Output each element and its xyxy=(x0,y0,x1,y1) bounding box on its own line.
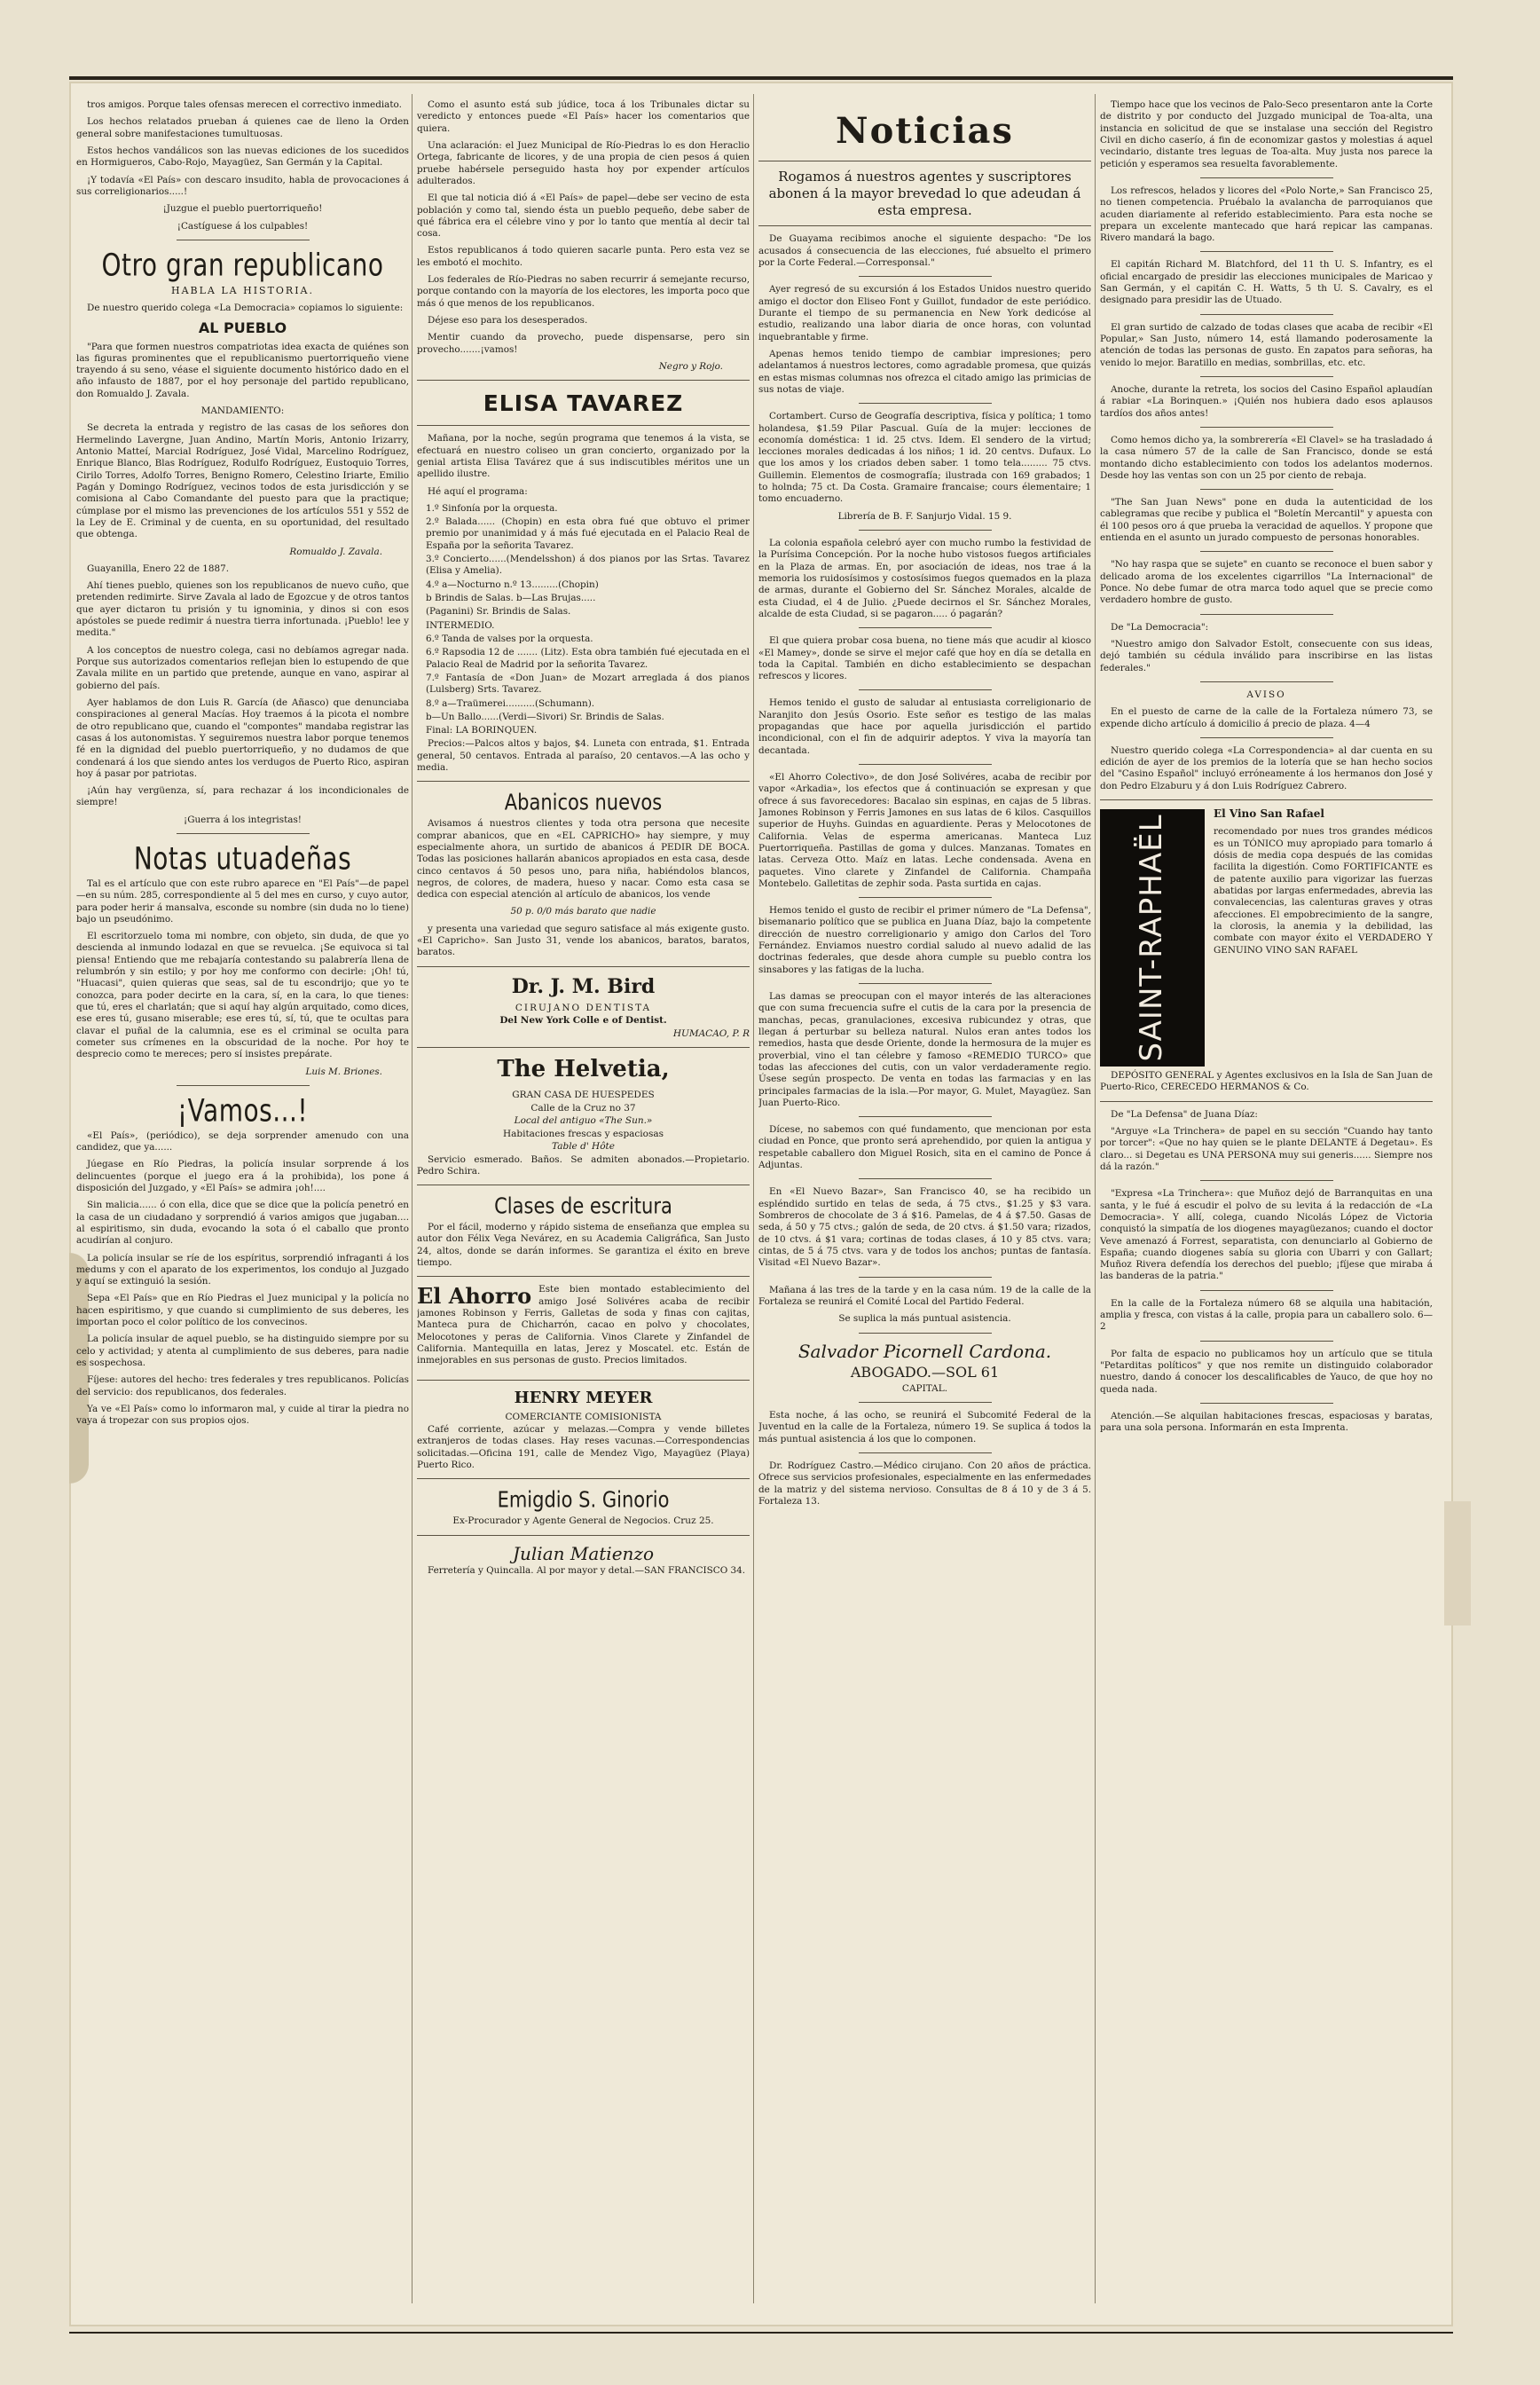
section-title-noticias: Noticias xyxy=(836,110,1014,152)
news-item: Tiempo hace que los vecinos de Palo-Seco presentaron ante la Corte de distrito y por conducto del Juzgado municipal de Toa-alta, una instancia en solicitud de que se instalase una sección del Registro Civil en dicho caserío, á fin de economizar gastos y molestias á aquel vecindario, distante tres leguas de Toa-alta. Muy justa nos parece la petición y esperamos sea resuelta favorablemente. xyxy=(1100,99,1433,169)
divider xyxy=(859,983,992,984)
divider xyxy=(1200,737,1333,738)
article-paragraph: Los federales de Río-Piedras no saben recurrir á semejante recurso, porque contando con la mayoría de los electores, les importa poco que más ó que menos de los republicanos. xyxy=(417,274,750,309)
news-item: Librería de B. F. Sanjurjo Vidal. 15 9. xyxy=(837,510,1012,522)
divider xyxy=(1100,799,1433,800)
article-paragraph: Déjese eso para los desesperados. xyxy=(428,315,588,326)
article-paragraph: Por el fácil, moderno y rápido sistema de enseñanza que emplea su autor don Félix Vega Nevárez, en su Academia Caligráfica, San Justo 24, altos, donde se darán informes. Se garantiza el éxito en breve tiempo. xyxy=(417,1222,750,1269)
saint-raphael-label: SAINT-RAPHAËL xyxy=(1134,814,1170,1062)
divider xyxy=(417,1276,750,1277)
column-divider xyxy=(1095,94,1096,2303)
ad-line: Ex-Procurador y Agente General de Negocios. Cruz 25. xyxy=(452,1515,714,1527)
program-item: b—Un Ballo......(Verdi—Sivori) Sr. Brindis de Salas. xyxy=(426,711,664,722)
ad-line: ABOGADO.—SOL 61 xyxy=(850,1364,1000,1381)
news-item: Dícese, no sabemos con qué fundamento, que mencionan por esta ciudad en Ponce, que pronto será aprehendido, por quien la antigua y respetable caballero don Miguel Rosich, sita en el camino de Ponce á Adjuntas. xyxy=(758,1124,1091,1171)
article-paragraph: ¡Aún hay vergüenza, sí, para rechazar á los incondicionales de siempre! xyxy=(76,785,409,808)
article-paragraph: «El País», (periódico), se deja sorprender amenudo con una candidez, que ya...... xyxy=(76,1130,409,1153)
divider xyxy=(859,1452,992,1453)
news-item: En el puesto de carne de la calle de la Fortaleza número 73, se expende dicho artículo á domicilio á precio de plaza. 4—4 xyxy=(1100,706,1433,729)
column-divider xyxy=(753,94,754,2303)
news-item: De Guayama recibimos anoche el siguiente despacho: "De los acusados á consecuencia de las elecciones, fué absuelto el primero por la Corte Federal.—Corresponsal." xyxy=(758,233,1091,269)
divider xyxy=(417,1380,750,1381)
program-item: 3.º Concierto......(Mendelsshon) á dos pianos por las Srtas. Tavarez (Elisa y Amelia). xyxy=(426,554,750,577)
divider xyxy=(859,1277,992,1278)
ad-text: Este bien montado establecimiento del amigo José Solivéres acaba de recibir jamones Robinson y Ferris, Galletas de soda y finas con cajitas, Manteca pura de Chicharrón, cacao en polvo y chocolates, Melocotones y peras de California. Vinos Clarete y Zinfandel de California. Mantequilla en latas, Jerez y Moscatel. etc. Están de inmejorables en sus personas de gusto. Precios limitados. xyxy=(417,1284,750,1366)
news-item: "Expresa «La Trinchera»: que Muñoz dejó de Barranquitas en una santa, y le fué á escudir el polvo de su levita á la redacción de «La Democracia». Y allí, colega, cuando Nicolás López de Victoria conquistó la simpatía de los diogenes mayagüezanos; cuando el doctor Veve amenazó á Forrest, separatista, con denunciarlo al Gobierno de España; cuando diogenes sabía su gloria con Ubarri y con Gallart; Muñoz Rivera defendía los derechos del pueblo; ¡fíjese que miraba á las banderas de la patria." xyxy=(1100,1188,1433,1282)
article-paragraph: Ferretería y Quincalla. Al por mayor y detal.—SAN FRANCISCO 34. xyxy=(428,1565,746,1577)
article-paragraph: Ya ve «El País» como lo informaron mal, y cuide al tirar la piedra no vaya á tropezar con sus propios ojos. xyxy=(76,1403,409,1427)
article-paragraph: Los hechos relatados prueban á quienes cae de lleno la Orden general sobre manifestaciones tumultuosas. xyxy=(76,116,409,139)
program-item: Final: LA BORINQUEN. xyxy=(426,725,538,736)
news-item: «El Ahorro Colectivo», de don José Solivéres, acaba de recibir por vapor «Arkadia», los efectos que á continuación se expresan y que ofrece á sus favorecedores: Bacalao sin espinas, en cajas de 5 libras. Jamones Robinson y Ferris Jamones en sus latas de 6 kilos. Casquillos superior de Huyhs. Guindas en aguardiente. Peras y Melocotones de California. Velas de esperma americanas. Manteca Luz Puertorriqueña. Pastillas de goma y dulces. Manzanas. Tomates en latas. Cerveza Otto. Maíz en latas. Leche condensada. Avena en paquetes. Vino clarete y Zinfandel de California. Champaña Montebelo. Galletitas de zephir soda. Pasta surtida en cajas. xyxy=(758,772,1091,889)
article-paragraph: Una aclaración: el Juez Municipal de Río-Piedras lo es don Heraclio Ortega, fabricante de licores, y de una propia de cien pesos á quien pruebe habérsele perseguido hasta hoy por expender artículos adulterados. xyxy=(417,139,750,186)
news-item: Mañana á las tres de la tarde y en la casa núm. 19 de la calle de la Fortaleza se reunirá el Comité Local del Partido Federal. xyxy=(758,1284,1091,1307)
headline-otro-gran-republicano: Otro gran republicano xyxy=(101,246,384,283)
lead-notice: Rogamos á nuestros agentes y suscriptores abonen á la mayor brevedad lo que adeudan á esta empresa. xyxy=(768,169,1081,218)
headline-clases-de-escritura: Clases de escritura xyxy=(494,1192,672,1219)
article-paragraph: Sin malicia...... ó con ella, dice que se dice que la policía penetró en la casa de un ciudadano y sorprendió á varios amigos que jugaban.... al espiritismo, sin duda, evocando la sota ó el caballo que pronto acudirían al conjuro. xyxy=(76,1200,409,1247)
headline-abanicos-nuevos: Abanicos nuevos xyxy=(504,789,663,815)
divider xyxy=(177,833,310,834)
column-3 xyxy=(758,99,1091,2300)
paper-stain xyxy=(1444,1501,1471,1625)
article-paragraph: La policía insular de aquel pueblo, se ha distinguido siempre por su celo y actividad; y atenta al cumplimiento de sus deberes, para nadie es sospechosa. xyxy=(76,1334,409,1369)
divider xyxy=(1200,251,1333,252)
news-item: "Arguye «La Trinchera» de papel en su sección "Cuando hay tanto por torcer": «Que no hay quien se le plante DELANTE á Degetau». Es claro... si Degetau es UNA PERSONA muy sui generis...... Siempre nos dá la razón." xyxy=(1100,1126,1433,1172)
divider xyxy=(1100,1101,1433,1102)
article-paragraph: Mañana, por la noche, según programa que tenemos á la vista, se efectuará en nuestro coliseo un gran concierto, organizado por la genial artista Elisa Tavárez que á sus indiscutibles méritos une un apellido ilustre. xyxy=(417,433,750,480)
news-item: El capitán Richard M. Blatchford, del 11 th U. S. Infantry, es el oficial encargado de presidir las elecciones municipales de Maricao y San Germán, y el capitán C. H. Watts, 5 th U. S. Cavalry, es el designado para presidir las de Utuado. xyxy=(1100,259,1433,306)
ad-henry-meyer-name: HENRY MEYER xyxy=(514,1388,653,1407)
section-label: MANDAMIENTO: xyxy=(200,405,285,417)
divider xyxy=(1200,1290,1333,1291)
article-paragraph: A los conceptos de nuestro colega, casi no debíamos agregar nada. Porque sus autorizados comentarios reflejan bien lo estupendo de que Zavala milite en un partido que pretende, aunque en vano, aspirar al gobierno del país. xyxy=(76,644,409,691)
divider xyxy=(417,1478,750,1479)
ad-vino-san-rafael-title: El Vino San Rafael xyxy=(1214,807,1324,821)
news-item: Como hemos dicho ya, la sombrerería «El Clavel» se ha trasladado á la casa número 57 de la calle de San Francisco, donde se está montando dicho establecimiento con todos los adelantos modernos. Desde hoy las ventas son con un 25 por ciento de rebaja. xyxy=(1100,434,1433,481)
program-item: (Paganini) Sr. Brindis de Salas. xyxy=(426,606,571,618)
article-paragraph: "Para que formen nuestros compatriotas idea exacta de quiénes son las figuras prominentes que el republicanismo puertorriqueño viene trayendo á su seno, véase el siguiente documento histórico dado en el año infausto de 1887, por el hoy personaje del partido republicano, don Romualdo J. Zavala. xyxy=(76,341,409,399)
divider xyxy=(1200,314,1333,315)
headline-vamos: ¡Vamos...! xyxy=(177,1091,309,1129)
divider xyxy=(859,530,992,531)
article-paragraph: ¡Y todavía «El País» con descaro insudito, habla de provocaciones á sus correligionarios.....! xyxy=(76,174,409,197)
article-paragraph: 50 p. 0/0 más barato que nadie xyxy=(510,906,656,917)
ad-line: Del New York Colle e of Dentist. xyxy=(499,1015,667,1027)
program-item: 7.º Fantasía de «Don Juan» de Mozart arreglada á dos pianos (Lulsberg) Srts. Tavarez. xyxy=(426,672,750,696)
ad-dr-bird-name: Dr. J. M. Bird xyxy=(511,974,656,998)
program-item: INTERMEDIO. xyxy=(426,619,495,631)
program-item: 8.º a—Traümerei..........(Schumann). xyxy=(426,697,595,709)
divider xyxy=(1200,614,1333,615)
ad-line: HUMACAO, P. R xyxy=(672,1027,750,1039)
article-paragraph: ¡Juzgue el pueblo puertorriqueño! xyxy=(162,203,323,215)
article-paragraph: Servicio esmerado. Baños. Se admiten abonados.—Propietario. Pedro Schira. xyxy=(417,1153,750,1177)
divider xyxy=(859,1178,992,1179)
article-paragraph: Estos hechos vandálicos son las nuevas ediciones de los sucedidos en Hormigueros, Cabo-Rojo, Mayagüez, San Germán y la Capital. xyxy=(76,145,409,169)
top-rule xyxy=(69,76,1453,80)
news-item: El gran surtido de calzado de todas clases que acaba de recibir «El Popular,» San Justo, número 14, está llamando poderosamente la atención de todas las personas de gusto. En zapatos para señoras, ha venido lo mejor. Baratillo en medias, sombrillas, etc. etc. xyxy=(1100,321,1433,368)
column-2 xyxy=(417,99,750,2300)
article-paragraph: Como el asunto está sub júdice, toca á los Tribunales dictar su veredicto y entonces puede «El País» hacer los comentarios que quiera. xyxy=(417,99,750,134)
divider xyxy=(417,966,750,967)
news-item: El que quiera probar cosa buena, no tiene más que acudir al kiosco «El Mamey», donde se sirve el mejor café que hoy en día se detalla en toda la Capital. También en dicho establecimiento se despachan refrescos y licores. xyxy=(758,635,1091,682)
news-item: "Nuestro amigo don Salvador Estolt, consecuente con sus ideas, dejó también su cédula inválido para inscribirse en las listas federales." xyxy=(1100,638,1433,673)
divider xyxy=(417,781,750,782)
article-paragraph: Fíjese: autores del hecho: tres federales y tres republicanos. Policías del servicio: dos republicanos, dos federales. xyxy=(76,1374,409,1397)
divider xyxy=(859,1333,992,1334)
divider xyxy=(859,627,992,628)
divider xyxy=(859,403,992,404)
news-item: Esta noche, á las ocho, se reunirá el Subcomité Federal de la Juventud en la calle de la Fortaleza, número 19. Se suplica á todos la más puntual asistencia á los que lo componen. xyxy=(758,1410,1091,1444)
article-paragraph: Avisamos á nuestros clientes y toda otra persona que necesite comprar abanicos, que en «EL CAPRICHO» hay siempre, y muy especialmente ahora, un surtido de abanicos á PEDIR DE BOCA. Todas las posiciones hallarán abanicos apropiados en esta casa, desde cinco centavos á 50 pesos uno, para niña, habiéndolos blancos, negros, de colores, de madera, hueso y nacar. Como esta casa se dedica con especial atención al artículo de abanicos, los vende xyxy=(417,818,750,901)
ad-line: GRAN CASA DE HUESPEDES xyxy=(512,1090,655,1101)
signature: Negro y Rojo. xyxy=(658,360,723,372)
ad-line: Table d' Hôte xyxy=(552,1141,615,1153)
news-item: Los refrescos, helados y licores del «Polo Norte,» San Francisco 25, no tienen competencia. Pruébalo la avalancha de parroquianos que acuden diariamente al referido establecimiento. Para esta noche se prepara un excelente mantecado que hará repicar las campanas. Rivero mandará la bago. xyxy=(1100,185,1433,244)
news-item: Apenas hemos tenido tiempo de cambiar impresiones; pero adelantamos á nuestros lectores, como agradable promesa, que quizás en estas mismas columnas nos ofrezca el citado amigo las primicias de sus notas de viaje. xyxy=(758,348,1091,395)
subheadline: HABLA LA HISTORIA. xyxy=(170,284,314,296)
divider xyxy=(859,897,992,898)
article-paragraph: De nuestro querido colega «La Democracia» copiamos lo siguiente: xyxy=(87,302,404,313)
newspaper-page xyxy=(69,82,1453,2326)
article-paragraph: Tal es el artículo que con este rubro aparece en "El País"—de papel—en su núm. 285, correspondiente al 5 del mes en curso, y cuyo autor, para poder herir á mansalva, esconde su nombre (sin duda no lo tiene) bajo un pseudónimo. xyxy=(76,878,409,925)
divider xyxy=(1200,681,1333,682)
ad-picornell-name: Salvador Picornell Cardona. xyxy=(798,1340,1052,1362)
ad-line: Local del antiguo «The Sun.» xyxy=(514,1115,653,1127)
program-item: 4.º a—Nocturno n.º 13.........(Chopin) xyxy=(426,579,599,590)
divider xyxy=(1200,489,1333,490)
program-item: 6.º Rapsodia 12 de ....... (Litz). Esta obra también fué ejecutada en el Palacio Real de Madrid por la señorita Tavarez. xyxy=(426,647,750,670)
column-1 xyxy=(76,99,409,2300)
divider xyxy=(859,276,992,277)
article-paragraph: Café corriente, azúcar y melazas.—Compra y vende billetes extranjeros de todas clases. Hay reses vacunas.—Correspondencias solicitadas.—Oficina 191, calle de Mendez Vigo, Mayagüez (Playa) Puerto Rico. xyxy=(417,1424,750,1470)
news-item: Nuestro querido colega «La Correspondencia» al dar cuenta en su edición de ayer de los premios de la lotería que se han hecho socios del "Casino Español" incluyó erróneamente á los hermanos don José y don Pedro Elzaburu y á don Luis Rodríguez Cabrero. xyxy=(1100,744,1433,791)
news-item: Ayer regresó de su excursión á los Estados Unidos nuestro querido amigo el doctor don Eliseo Font y Guillot, fundador de este periódico. Durante el tiempo de su permanencia en New York dedicóse al estudio, realizando una labor diaria de once horas, con voluntad inquebrantable y firme. xyxy=(758,284,1091,342)
divider xyxy=(1200,1341,1333,1342)
news-item: La colonia española celebró ayer con mucho rumbo la festividad de la Purísima Concepción. Por la noche hubo vistosos fuegos artificiales en la Plaza de armas. En, por asociación de ideas, nos trae á la memoria los ruidosísimos y costosísimos fuegos quemados en la plaza de armas, durante el Gobierno del Sr. Sánchez Morales, alcalde de esta Ciudad, el 4 de Julio. ¿Puede decirnos el Sr. Sánchez Morales, alcalde de esta Ciudad, si se pagaron..... ó pagarán? xyxy=(758,538,1091,619)
headline-elisa-tavarez: ELISA TAVAREZ xyxy=(483,390,684,417)
article-paragraph: ¡Guerra á los integristas! xyxy=(184,814,302,825)
divider xyxy=(1200,376,1333,377)
divider xyxy=(1200,427,1333,428)
divider xyxy=(417,1047,750,1048)
ad-ginorio-name: Emigdio S. Ginorio xyxy=(497,1486,670,1513)
news-item: Cortambert. Curso de Geografía descriptiva, física y política; 1 tomo holandesa, $1.59 Pilar Pascual. Guía de la mujer: lecciones de economía doméstica: 1 id. 25 ctvs. Idem. El sendero de la virtud; lecciones morales dedicadas á los niños; 1 id. 20 centvs. Dufaux. Lo que los amos y los criados deben saber. 1 tomo tela......... 75 ctvs. Guillemin. Elementos de cosmografía; ilustrada con 169 grabados; 1 to holnda; 75 ct. Da Costa. Gramaire francaise; cours élementaire; 1 tomo encuaderno. xyxy=(758,411,1091,505)
divider xyxy=(1200,551,1333,552)
ad-line: CIRUJANO DENTISTA xyxy=(515,1002,652,1013)
news-item: Las damas se preocupan con el mayor interés de las alteraciones que con suma frecuencia sufre el cutis de la cara por la presencia de manchas, pecas, granulaciones, excesiva rubicundez y otras, que llegan á perturbar su belleza natural. Nulos eran antes todos los remedios, hasta que desde Oriente, donde la hermosura de la mujer es proverbial, vino el tan célebre y famoso «REMEDIO TURCO» que todas las afecciones del cutis, con un valor verdaderamente regio. Úsese según prospecto. De venta en todas las farmacias y en las principales farmacias de la isla.—Por mayor, G. Mulet, Mayagüez. San Juan Puerto-Rico. xyxy=(758,991,1091,1108)
news-item: En la calle de la Fortaleza número 68 se alquila una habitación, amplia y fresca, con vistas á la calle, propia para un caballero solo. 6—2 xyxy=(1100,1297,1433,1333)
divider xyxy=(1200,177,1333,178)
divider xyxy=(177,1085,310,1086)
news-item: Hemos tenido el gusto de recibir el primer número de "La Defensa", bisemanario político que se publica en Juana Díaz, bajo la competente dirección de nuestro correligionario y amigo don Carlos del Toro Fernández. Enviamos nuestro cordial saludo al nuevo adalid de las doctrinas federales, que desde ahora cumple su pueblo contra los sinsabores y las fatigas de la lucha. xyxy=(758,905,1091,975)
article-paragraph: Ahí tienes pueblo, quienes son los republicanos de nuevo cuño, que pretenden redimirte. Sirve Zavala al lado de Egozcue y de otros tantos que ayer dictaron tu prisión y tu ignominia, y dinos si con esos apóstoles se puede redimir á nuestra tierra infortunada. ¡Pueblo! lee y medita." xyxy=(76,580,409,639)
divider xyxy=(417,1535,750,1536)
divider xyxy=(417,425,750,426)
article-paragraph: Sepa «El País» que en Río Piedras el Juez municipal y la policía no hacen espiritismo, y que cuando si cumplimiento de sus deberes, les importan poco el color político de los convecinos. xyxy=(76,1293,409,1328)
ad-line: COMERCIANTE COMISIONISTA xyxy=(505,1411,662,1422)
divider xyxy=(859,1116,992,1117)
divider xyxy=(859,764,992,765)
headline-notas-utuadenas: Notas utuadeñas xyxy=(133,839,352,878)
article-paragraph: Precios:—Palcos altos y bajos, $4. Luneta con entrada, $1. Entrada general, 50 centavos. Entrada al paraíso, 20 centavos.—A las ocho y media. xyxy=(417,738,750,774)
news-item: Dr. Rodríguez Castro.—Médico cirujano. Con 20 años de práctica. Ofrece sus servicios profesionales, especialmente en las enfermedades de la matriz y del sistema nervioso. Consultas de 8 á 10 y de 3 á 5. Fortaleza 13. xyxy=(758,1460,1091,1507)
article-paragraph: Mentir cuando da provecho, puede dispensarse, pero sin provecho.......¡vamos! xyxy=(417,332,750,355)
ad-text: DEPÓSITO GENERAL y Agentes exclusivos en la Isla de San Juan de Puerto-Rico, CERECEDO HERMANOS & Co. xyxy=(1100,1070,1433,1093)
article-paragraph: ¡Castíguese á los culpables! xyxy=(177,220,309,232)
news-item: Atención.—Se alquilan habitaciones frescas, espaciosas y baratas, para una sola persona. Informarán en esta Imprenta. xyxy=(1100,1410,1433,1434)
dateline: Guayanilla, Enero 22 de 1887. xyxy=(87,563,230,574)
ad-line: Habitaciones frescas y espaciosas xyxy=(502,1128,664,1139)
article-paragraph: Se decreta la entrada y registro de las casas de los señores don Hermelindo Lavergne, Juan Andino, Martín Moris, Antonio Irizarry, Antonio Matteí, Marcial Rodríguez, José Vidal, Marcelino Rodríguez, Enrique Blanco, Blas Rodríguez, Rodulfo Rodríguez, Eustoquio Torres, Cirilo Torres, Adolfo Torres, Benigno Romero, Celestino Iriarte, Emilio Pagán y Domingo Rodríguez, vecinos todos de esta jurisdicción y se comisiona al Cabo Comandante del puesto para que la practique; cúmplase por el mismo las prevenciones de los artículos 551 y 552 de la Ley de E. Criminal y de cuenta, en su oportunidad, del resultado que obtenga. xyxy=(76,422,409,540)
bottom-rule xyxy=(69,2332,1453,2334)
news-item: "The San Juan News" pone en duda la autenticidad de los cablegramas que recibe y publica el "Boletín Mercantil" y apuesta con él 100 pesos oro á que prueba la veracidad de aquellos. Y propone que entienda en el asunto un jurado compuesto de personas honorables. xyxy=(1100,497,1433,544)
ad-el-ahorro-name: El Ahorro xyxy=(417,1283,532,1310)
ad-text: recomendado por nues tros grandes médicos es un TÓNICO muy apropiado para tomarlo á dósis de media copa después de las comidas facilita la digestión. Como FORTIFICANTE es de patente auxilio para vigorizar las fuerzas abatidas por largas enfermedades, abrevia las convalecencias, las calenturas graves y otras afecciones. El empobrecimiento de la sangre, la clorosis, la anemia y la debilidad, las combate con mayor éxito el VERDADERO Y GENUINO VINO SAN RAFAEL xyxy=(1214,826,1433,956)
divider xyxy=(859,689,992,690)
news-item: En «El Nuevo Bazar», San Francisco 40, se ha recibido un espléndido surtido en telas de seda, á 75 ctvs., $1.25 y $3 vara. Sombreros de chocolate de 3 á $16. Pamelas, de 4 á $7.50. Gasas de seda, á 50 y 75 ctvs.; galón de seda, de 20 ctvs. á $1.50 vara; rizados, de 10 ctvs. á $1 vara; cortinas de todas clases, á 10 y 85 ctvs. vara; cintas, de 5 á 75 ctvs. vara y de todos los anchos; puntas de fantasía. Visitad «El Nuevo Bazar». xyxy=(758,1186,1091,1269)
article-paragraph: El que tal noticia dió á «El País» de papel—debe ser vecino de esta población y como tal, siendo ésta un pueblo pequeño, debe saber de qué fábrica era el célebre vino y por lo tanto que mentía al decir tal cosa. xyxy=(417,193,750,240)
article-paragraph: tros amigos. Porque tales ofensas merecen el correctivo inmediato. xyxy=(87,99,402,110)
ad-helvetia-name: The Helvetia, xyxy=(497,1056,670,1083)
saint-raphael-bottle-ad xyxy=(1100,809,1205,1067)
article-paragraph: Ayer hablamos de don Luis R. García (de Añasco) que denunciaba conspiraciones al general Macías. Hoy traemos á la picota el nombre de otro republicano que, cuando el "compontes" mandaba registrar las casas á los autonomistas. Y seguiremos nuestra labor porque tenemos fé en la dignidad del pueblo puertorriqueño, y no dudamos de que condenará á los que siendo antes los verdugos de Puerto Rico, aspiran hoy á pasar por patriotas. xyxy=(76,697,409,779)
divider xyxy=(859,1402,992,1403)
article-paragraph: La policía insular se ríe de los espíritus, sorprendió infraganti á los medums y con el aparato de los experimentos, los condujo al Juzgado y aquí se extinguió la sesión. xyxy=(76,1252,409,1287)
divider xyxy=(758,225,1091,226)
program-item: 1.º Sinfonía por la orquesta. xyxy=(426,502,558,514)
news-item: Hemos tenido el gusto de saludar al entusiasta correligionario de Naranjito don Jesús Osorio. Este señor es testigo de las malas propagandas que hace por aquella jurisdicción el partido incondicional, con el fin de adquirir adeptos. Y viva la mayoría tan decantada. xyxy=(758,697,1091,756)
news-item: Por falta de espacio no publicamos hoy un artículo que se titula "Petarditas políticos" y que nos remite un distinguido colaborador nuestro, dando á conocer los descalificables de Yauco, de que hoy no queda nada. xyxy=(1100,1348,1433,1395)
article-paragraph: Júegase en Río Piedras, la policía insular sorprende á los delincuentes (porque el juego era á la prohibida), los pone á disposición del Juzgado, y «El País» se admira ¡oh!.... xyxy=(76,1159,409,1193)
news-item: De "La Democracia": xyxy=(1111,621,1209,633)
article-paragraph: y presenta una variedad que seguro satisface al más exigente gusto. «El Capricho». San Justo 31, vende los abanicos, baratos, baratos, baratos. xyxy=(417,923,750,958)
signature: Luis M. Briones. xyxy=(305,1066,382,1077)
news-item: De "La Defensa" de Juana Díaz: xyxy=(1111,1108,1258,1120)
news-item: "No hay raspa que se sujete" en cuanto se reconoce el buen sabor y delicado aroma de los excelentes cigarrillos "La Internacional" de Ponce. No debe fumar de otra marca todo aquel que se precie como verdadero hombre de gusto. xyxy=(1100,559,1433,606)
article-paragraph: El escritorzuelo toma mi nombre, con objeto, sin duda, de que yo descienda al inmundo lodazal en que se revuelca. ¡Se equivoca si tal piensa! Entiendo que me rebajaría contestando su palabrería llena de relumbrón y sin estilo; y por hoy me conformo con decirle: ¡Oh! tú, "Huacasi", quien quieras que seas, sal de tu escondrijo; que yo te conozca, para poder decirte en la cara, sí, en la cara, lo que tienes: que tú, eres el charlatán; que si aquí hay algún arquitado, como dices, ese eres tú, gusano miserable; ese eres tú, sí, tú, que te ocultas para clavar el puñal de la calumnia, ese es el criminal se oculta para cometer sus crímenes en la obscuridad de la noche. Por hoy te desprecio como te mereces; pero sí insistes prepárate. xyxy=(76,931,409,1060)
program-item: 6.º Tanda de valses por la orquesta. xyxy=(426,633,593,644)
ad-line: CAPITAL. xyxy=(901,1382,948,1394)
headline-al-pueblo: AL PUEBLO xyxy=(198,319,287,337)
divider xyxy=(1200,1403,1333,1404)
news-item: Anoche, durante la retreta, los socios del Casino Español aplaudían á rabiar «La Borinquen.» ¡Quién nos hubiera dado esos aplausos tardíos dos años antes! xyxy=(1100,383,1433,419)
ad-matienzo-name: Julian Matienzo xyxy=(513,1542,654,1564)
divider xyxy=(1200,1180,1333,1181)
news-item: Se suplica la más puntual asistencia. xyxy=(838,1313,1011,1325)
ad-line: Calle de la Cruz no 37 xyxy=(530,1102,636,1114)
aviso-heading: AVISO xyxy=(1246,689,1286,700)
program-item: 2.º Balada...... (Chopin) en esta obra fué que obtuvo el primer premio por unanimidad y á más fué ejecutada en el Palacio Real de España por la señorita Tavarez. xyxy=(426,516,750,551)
program-item: b Brindis de Salas. b—Las Brujas..... xyxy=(426,593,596,603)
divider xyxy=(417,380,750,381)
column-4 xyxy=(1100,99,1433,2300)
article-paragraph: Hé aquí el programa: xyxy=(428,485,528,497)
article-paragraph: Estos republicanos á todo quieren sacarle punta. Pero esta vez se les embotó el mochito. xyxy=(417,245,750,268)
signature: Romualdo J. Zavala. xyxy=(289,546,382,557)
